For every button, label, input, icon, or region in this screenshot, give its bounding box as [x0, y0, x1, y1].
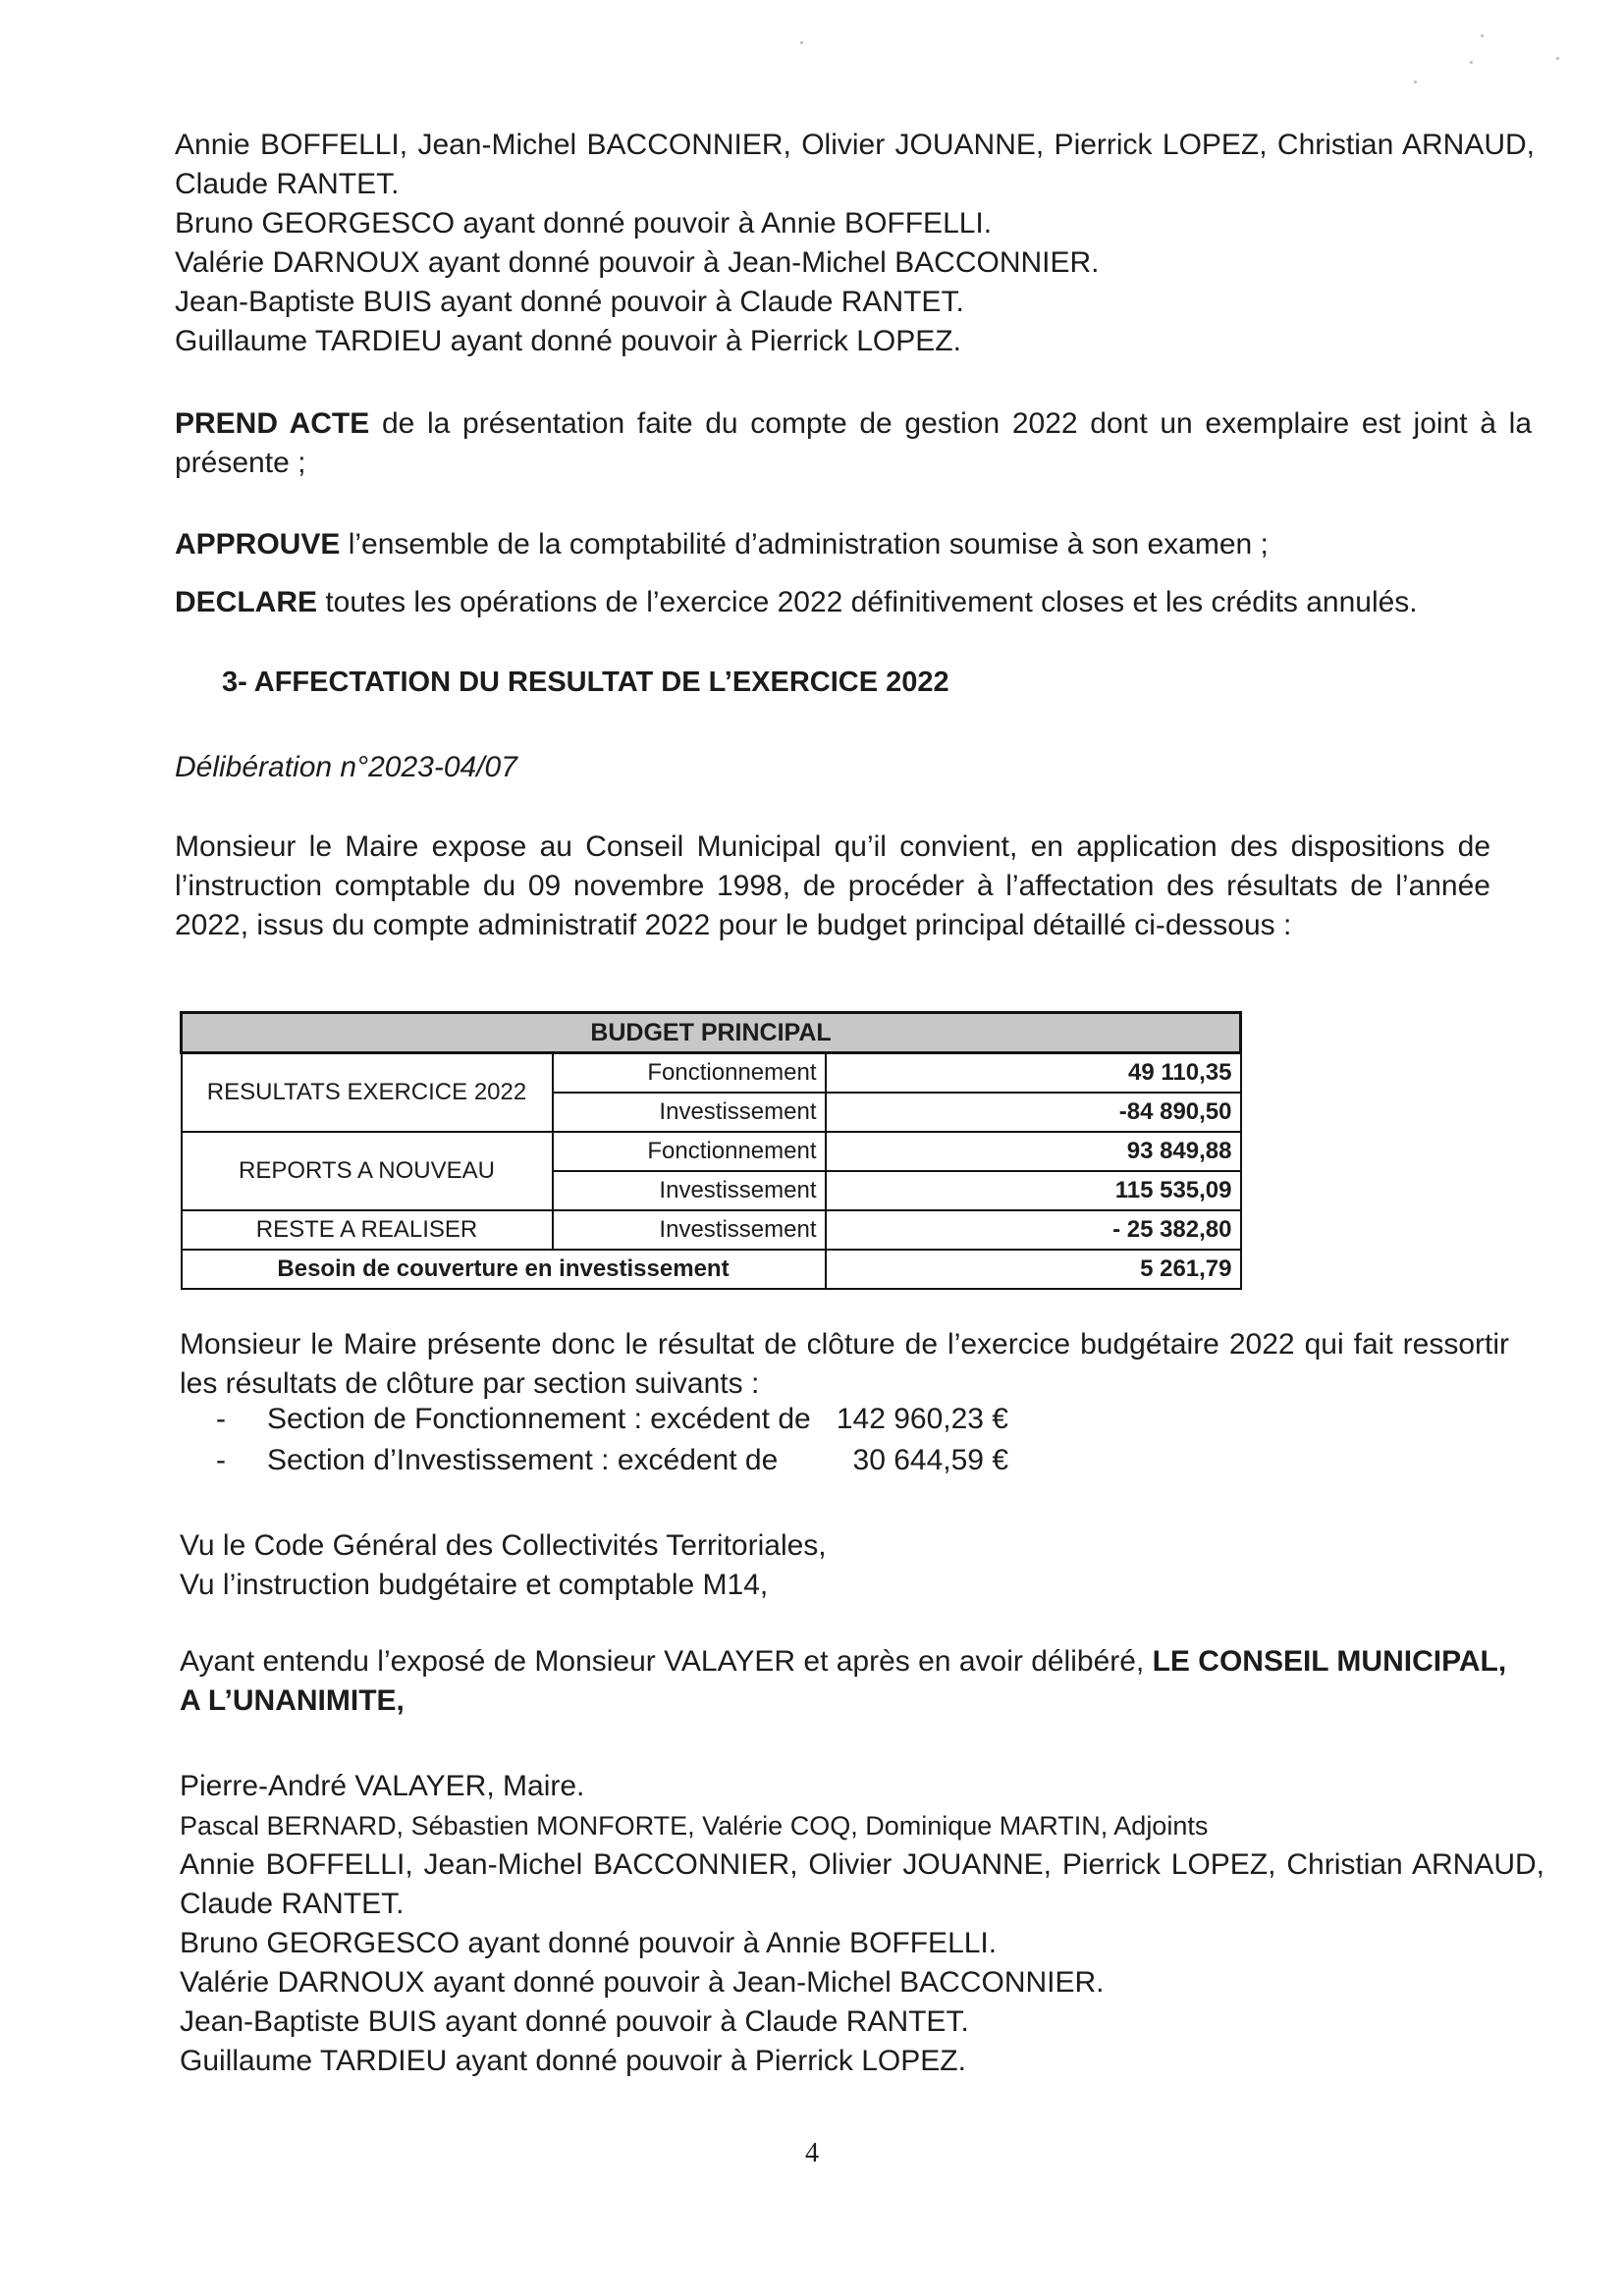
conseil-municipal-decision: LE CONSEIL MUNICIPAL, A L’UNANIMITE,	[180, 1645, 1507, 1717]
page-number: 4	[805, 2138, 819, 2168]
resultats-fonct-label: Fonctionnement	[553, 1053, 826, 1094]
section-label: Section d’Investissement : excédent de	[267, 1444, 779, 1476]
declare-paragraph	[175, 583, 1549, 622]
reports-fonct-label: Fonctionnement	[553, 1132, 826, 1171]
scan-speck	[800, 41, 803, 44]
resultats-invest-label: Investissement	[553, 1093, 826, 1132]
vu-block	[180, 1526, 1554, 1605]
list-dash: -	[216, 1403, 226, 1435]
table-row	[182, 1250, 1241, 1289]
deliberation-number: Délibération n°2023-04/07	[175, 751, 517, 783]
reports-fonct-value: 93 849,88	[826, 1132, 1241, 1171]
list-dash: -	[216, 1444, 226, 1476]
budget-table-header: BUDGET PRINCIPAL	[182, 1013, 1241, 1053]
table-row	[182, 1210, 1241, 1250]
proxy-line: Guillaume TARDIEU ayant donné pouvoir à Pierrick LOPEZ.	[180, 2045, 966, 2077]
table-row	[182, 1132, 1241, 1171]
reste-label: RESTE A REALISER	[182, 1210, 553, 1250]
approuve-keyword: APPROUVE	[175, 528, 341, 561]
reste-invest-label: Investissement	[553, 1210, 826, 1250]
approuve-text: l’ensemble de la comptabilité d’administration soumise à son examen ;	[340, 528, 1269, 561]
scan-speck	[1470, 61, 1473, 64]
resultats-label: RESULTATS EXERCICE 2022	[182, 1053, 553, 1133]
attendees-line: Claude RANTET.	[175, 168, 400, 200]
besoin-label: Besoin de couverture en investissement	[182, 1250, 826, 1289]
besoin-value: 5 261,79	[826, 1250, 1241, 1289]
proxy-line: Jean-Baptiste BUIS ayant donné pouvoir à Claude RANTET.	[175, 286, 964, 318]
proxy-line: Valérie DARNOUX ayant donné pouvoir à Jean-Michel BACCONNIER.	[180, 1966, 1105, 1999]
scan-speck	[1556, 57, 1559, 60]
adjoints-line: Pascal BERNARD, Sébastien MONFORTE, Valérie COQ, Dominique MARTIN, Adjoints	[180, 1811, 1209, 1841]
declare-text: toutes les opérations de l’exercice 2022 définitivement closes et les crédits annulés.	[317, 586, 1418, 618]
ayant-entendu-text: Ayant entendu l’exposé de Monsieur VALAYER et après en avoir délibéré,	[180, 1645, 1153, 1678]
prend-acte-keyword: PREND ACTE	[175, 407, 370, 440]
reste-invest-value: - 25 382,80	[826, 1210, 1241, 1250]
attendees-bottom	[180, 1767, 1544, 2081]
attendees-line: Annie BOFFELLI, Jean-Michel BACCONNIER, Olivier JOUANNE, Pierrick LOPEZ, Christian ARNAUD,	[180, 1848, 1544, 1881]
proxy-line: Bruno GEORGESCO ayant donné pouvoir à Annie BOFFELLI.	[175, 207, 993, 240]
list-item	[216, 1399, 1008, 1440]
proxy-line: Guillaume TARDIEU ayant donné pouvoir à Pierrick LOPEZ.	[175, 325, 961, 357]
table-row	[182, 1053, 1241, 1094]
prend-acte-paragraph	[175, 404, 1532, 483]
approuve-paragraph	[175, 525, 1549, 564]
budget-table-header-row	[182, 1013, 1241, 1053]
prend-acte-text: de la présentation faite du compte de gestion 2022 dont un exemplaire est joint à la présente ;	[175, 407, 1532, 479]
sections-list	[216, 1399, 1008, 1481]
attendees-line: Annie BOFFELLI, Jean-Michel BACCONNIER, Olivier JOUANNE, Pierrick LOPEZ, Christian ARNAUD,	[175, 129, 1535, 161]
resultats-invest-value: -84 890,50	[826, 1093, 1241, 1132]
intro-paragraph: Monsieur le Maire expose au Conseil Municipal qu’il convient, en application des dispositions de l’instruction comptable du 09 novembre 1998, de procéder à l’affectation des résultats de l’année 2022, issus du compte administratif 2022 pour le budget principal détaillé ci-dessous :	[175, 830, 1490, 941]
ayant-entendu-paragraph	[180, 1642, 1525, 1721]
reports-label: REPORTS A NOUVEAU	[182, 1132, 553, 1210]
attendees-line: Claude RANTET.	[180, 1888, 405, 1920]
closing-paragraph: Monsieur le Maire présente donc le résultat de clôture de l’exercice budgétaire 2022 qui fait ressortir les résultats de clôture par section suivants :	[180, 1328, 1509, 1400]
scan-speck	[1414, 80, 1417, 83]
resultats-fonct-value: 49 110,35	[826, 1053, 1241, 1094]
budget-table	[180, 1011, 1242, 1290]
section-heading: 3- AFFECTATION DU RESULTAT DE L’EXERCICE 2022	[222, 667, 949, 698]
list-item	[216, 1440, 1008, 1481]
section-value: 30 644,59 €	[852, 1444, 1008, 1476]
proxy-line: Valérie DARNOUX ayant donné pouvoir à Jean-Michel BACCONNIER.	[175, 246, 1100, 279]
scan-speck	[1481, 34, 1484, 37]
vu-line: Vu le Code Général des Collectivités Territoriales,	[180, 1529, 827, 1562]
declare-keyword: DECLARE	[175, 586, 318, 618]
proxy-line: Bruno GEORGESCO ayant donné pouvoir à Annie BOFFELLI.	[180, 1927, 998, 1959]
reports-invest-value: 115 535,09	[826, 1171, 1241, 1210]
maire-line: Pierre-André VALAYER, Maire.	[180, 1770, 585, 1802]
vu-line: Vu l’instruction budgétaire et comptable M14,	[180, 1569, 769, 1601]
reports-invest-label: Investissement	[553, 1171, 826, 1210]
section-label: Section de Fonctionnement : excédent de	[267, 1403, 811, 1435]
attendees-top	[175, 126, 1535, 361]
proxy-line: Jean-Baptiste BUIS ayant donné pouvoir à Claude RANTET.	[180, 2005, 969, 2038]
section-value: 142 960,23 €	[836, 1403, 1008, 1435]
